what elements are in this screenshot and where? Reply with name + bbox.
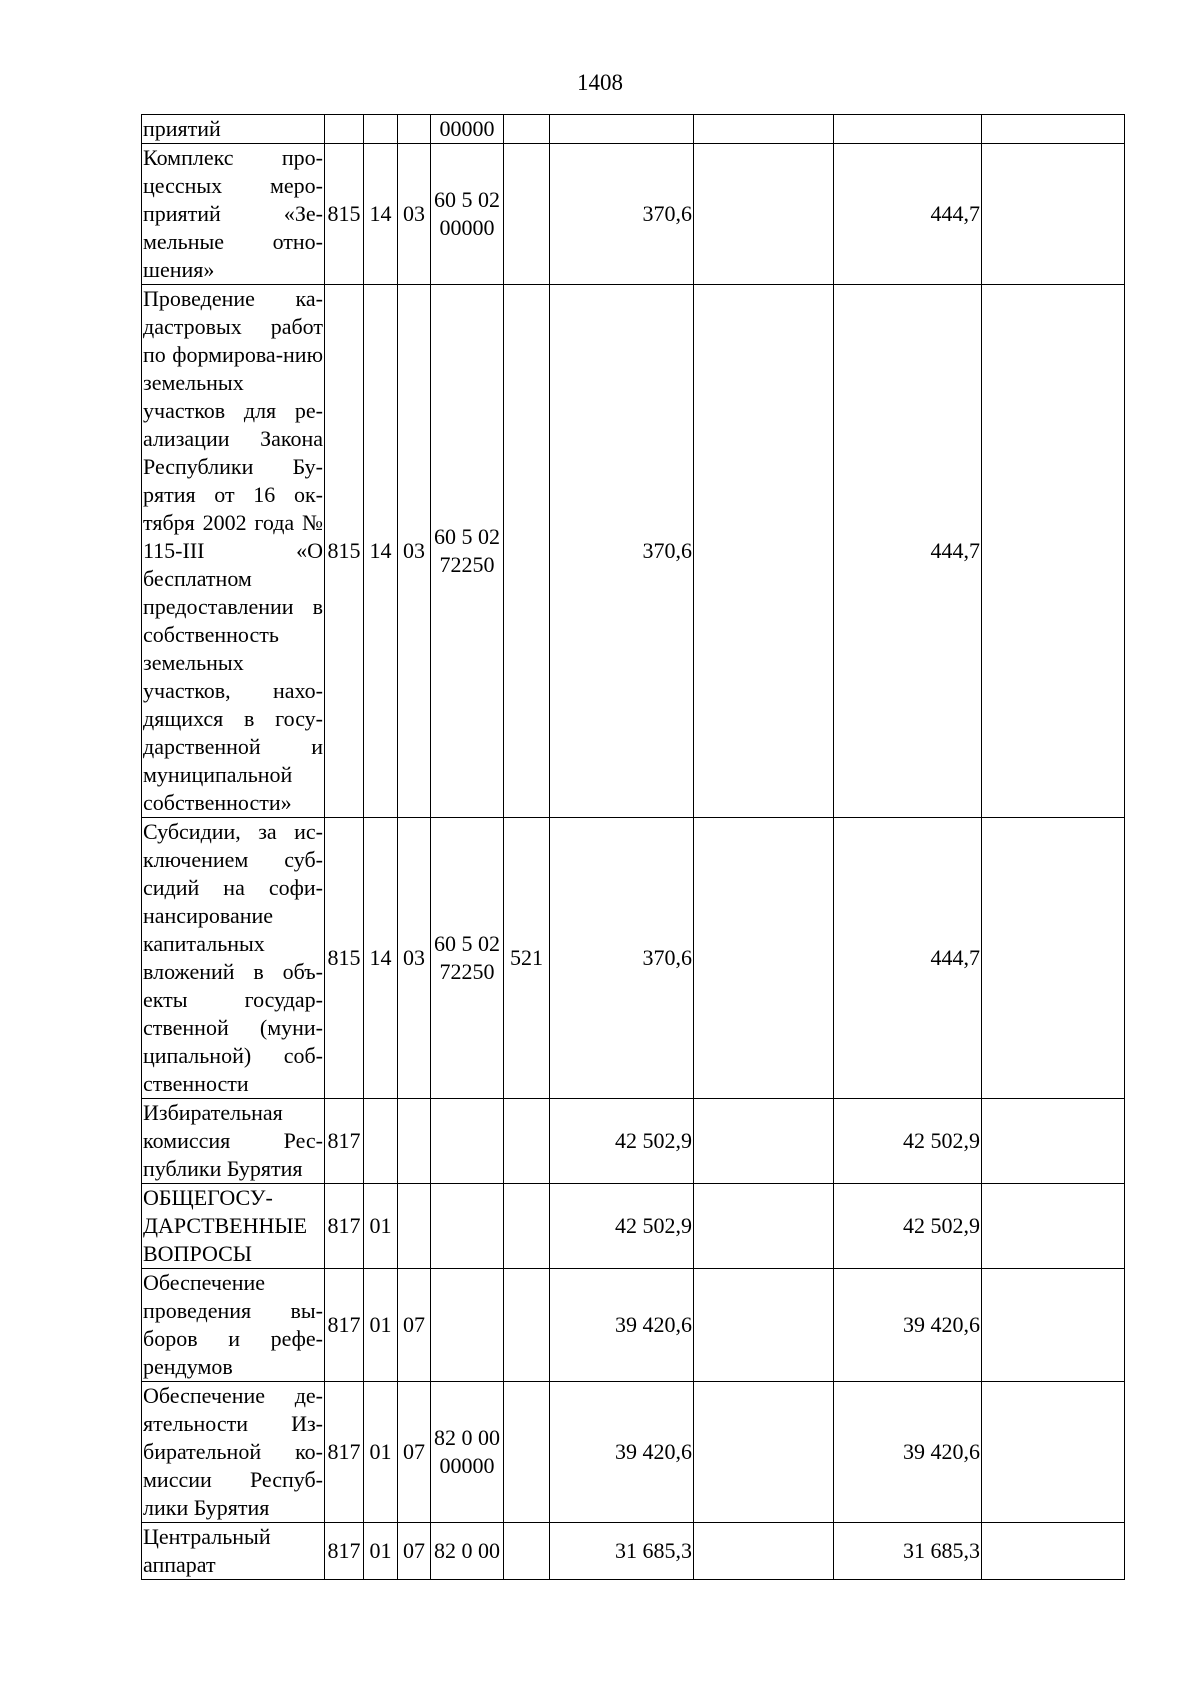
amount-col-1: 42 502,9 <box>550 1184 694 1269</box>
amount-col-4 <box>982 818 1125 1099</box>
amount-col-3: 39 420,6 <box>834 1269 982 1382</box>
ved-code: 815 <box>325 285 364 818</box>
amount-col-2 <box>694 144 834 285</box>
section-code: 01 <box>364 1269 398 1382</box>
table-row <box>142 1184 1125 1269</box>
table-row <box>142 1382 1125 1523</box>
amount-col-1: 39 420,6 <box>550 1269 694 1382</box>
expense-type-code <box>504 1382 550 1523</box>
amount-col-3 <box>834 115 982 144</box>
amount-col-4 <box>982 115 1125 144</box>
amount-col-3: 42 502,9 <box>834 1099 982 1184</box>
row-name: Проведение ка-дастровых работ по формирова-нию земельных участков для ре-ализации Закона Республики Бу-рятия от 16 ок-тября 2002 года № 115-III «О бесплатном предоставлении в собственность земельных участков, нахо-дящихся в госу-дарственной и муниципальной собственности» <box>142 285 325 818</box>
amount-col-2 <box>694 1269 834 1382</box>
row-name: Субсидии, за ис-ключением суб-сидий на софи-нансирование капитальных вложений в объ-екты государ-ственной (муни-ципальной) соб-ственности <box>142 818 325 1099</box>
row-name: Центральный аппарат <box>142 1523 325 1580</box>
table-row <box>142 115 1125 144</box>
expense-type-code <box>504 144 550 285</box>
target-item-code: 00000 <box>431 115 504 144</box>
amount-col-3: 444,7 <box>834 818 982 1099</box>
target-item-code <box>431 1184 504 1269</box>
amount-col-1: 370,6 <box>550 285 694 818</box>
amount-col-1: 31 685,3 <box>550 1523 694 1580</box>
target-item-code: 60 5 02 72250 <box>431 285 504 818</box>
expense-type-code <box>504 285 550 818</box>
amount-col-2 <box>694 285 834 818</box>
table-row <box>142 285 1125 818</box>
subsection-code: 07 <box>398 1523 431 1580</box>
amount-col-4 <box>982 285 1125 818</box>
amount-col-2 <box>694 1184 834 1269</box>
table-row <box>142 144 1125 285</box>
amount-col-3: 39 420,6 <box>834 1382 982 1523</box>
section-code: 14 <box>364 285 398 818</box>
target-item-code: 82 0 00 <box>431 1523 504 1580</box>
amount-col-1: 42 502,9 <box>550 1099 694 1184</box>
amount-col-4 <box>982 1523 1125 1580</box>
amount-col-4 <box>982 1099 1125 1184</box>
amount-col-3: 42 502,9 <box>834 1184 982 1269</box>
amount-col-4 <box>982 1184 1125 1269</box>
row-name: Обеспечение де-ятельности Из-бирательной ко-миссии Респуб-лики Бурятия <box>142 1382 325 1523</box>
subsection-code <box>398 1099 431 1184</box>
expense-type-code <box>504 1523 550 1580</box>
amount-col-1: 39 420,6 <box>550 1382 694 1523</box>
table-row <box>142 1523 1125 1580</box>
expense-type-code <box>504 1184 550 1269</box>
row-name: ОБЩЕГОСУ-ДАРСТВЕННЫЕ ВОПРОСЫ <box>142 1184 325 1269</box>
expense-type-code: 521 <box>504 818 550 1099</box>
target-item-code: 82 0 00 00000 <box>431 1382 504 1523</box>
amount-col-2 <box>694 1099 834 1184</box>
subsection-code <box>398 115 431 144</box>
amount-col-4 <box>982 1382 1125 1523</box>
page-number: 1408 <box>577 70 623 95</box>
amount-col-3: 444,7 <box>834 285 982 818</box>
amount-col-4 <box>982 144 1125 285</box>
target-item-code: 60 5 02 00000 <box>431 144 504 285</box>
section-code: 01 <box>364 1382 398 1523</box>
expense-type-code <box>504 1269 550 1382</box>
amount-col-3: 31 685,3 <box>834 1523 982 1580</box>
table-body <box>142 115 1125 1580</box>
target-item-code <box>431 1269 504 1382</box>
row-name: приятий <box>142 115 325 144</box>
section-code: 14 <box>364 144 398 285</box>
row-name: Обеспечение проведения вы-боров и рефе-рендумов <box>142 1269 325 1382</box>
amount-col-3: 444,7 <box>834 144 982 285</box>
subsection-code: 07 <box>398 1382 431 1523</box>
expense-type-code <box>504 115 550 144</box>
expense-type-code <box>504 1099 550 1184</box>
amount-col-2 <box>694 1382 834 1523</box>
amount-col-1: 370,6 <box>550 818 694 1099</box>
table-row <box>142 1269 1125 1382</box>
ved-code: 817 <box>325 1523 364 1580</box>
amount-col-2 <box>694 115 834 144</box>
ved-code <box>325 115 364 144</box>
target-item-code <box>431 1099 504 1184</box>
ved-code: 817 <box>325 1382 364 1523</box>
subsection-code <box>398 1184 431 1269</box>
subsection-code: 03 <box>398 144 431 285</box>
ved-code: 817 <box>325 1184 364 1269</box>
amount-col-4 <box>982 1269 1125 1382</box>
amount-col-2 <box>694 1523 834 1580</box>
section-code: 14 <box>364 818 398 1099</box>
section-code <box>364 1099 398 1184</box>
target-item-code: 60 5 02 72250 <box>431 818 504 1099</box>
ved-code: 817 <box>325 1099 364 1184</box>
ved-code: 817 <box>325 1269 364 1382</box>
amount-col-2 <box>694 818 834 1099</box>
amount-col-1: 370,6 <box>550 144 694 285</box>
amount-col-1 <box>550 115 694 144</box>
budget-table <box>141 114 1125 1580</box>
subsection-code: 03 <box>398 285 431 818</box>
table-row <box>142 818 1125 1099</box>
table-row <box>142 1099 1125 1184</box>
section-code: 01 <box>364 1184 398 1269</box>
ved-code: 815 <box>325 144 364 285</box>
row-name: Избирательная комиссия Рес-публики Бурятия <box>142 1099 325 1184</box>
section-code: 01 <box>364 1523 398 1580</box>
subsection-code: 03 <box>398 818 431 1099</box>
ved-code: 815 <box>325 818 364 1099</box>
subsection-code: 07 <box>398 1269 431 1382</box>
section-code <box>364 115 398 144</box>
row-name: Комплекс про-цессных меро-приятий «Зе-мельные отно-шения» <box>142 144 325 285</box>
